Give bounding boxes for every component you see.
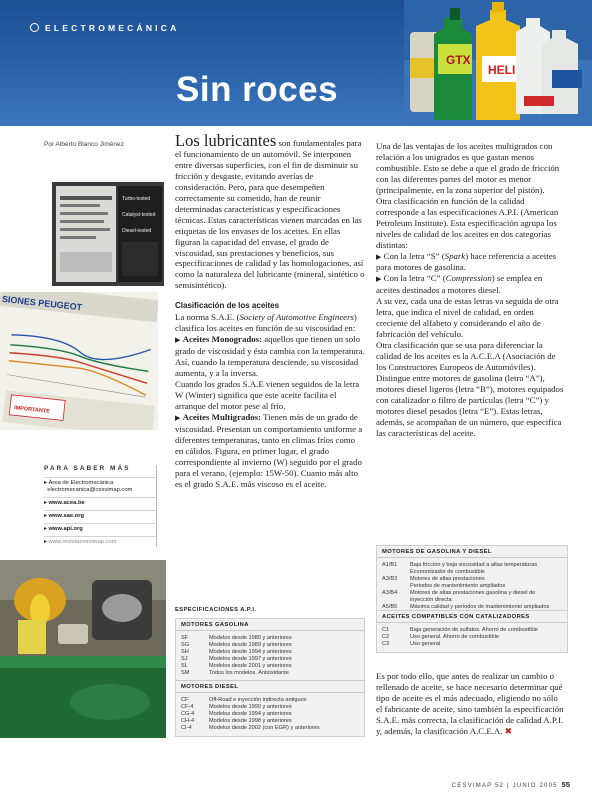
chart-photo-heading: SIONES PEUGEOT (1, 293, 83, 313)
further-reading-item[interactable]: ▸ www.sae.org (44, 510, 156, 523)
desc: Modelos desde 1980 y anteriores (209, 635, 292, 641)
link-label[interactable]: www.acea.be (48, 500, 85, 506)
link-label[interactable]: www.sae.org (48, 513, 85, 519)
desc: Modelos desde 1994 y anteriores (209, 711, 292, 717)
closing-paragraph-block (376, 671, 566, 738)
desc: Modelos desde 1998 y anteriores (209, 718, 292, 724)
bullet-em: Spark (444, 250, 466, 261)
code: SF (181, 635, 189, 641)
code: SM (181, 670, 190, 676)
table-row (176, 663, 364, 670)
link-label: Área de Electromecánica (48, 480, 114, 486)
sae-text-b: ) clasifica los aceites en función de su viscosidad en: (175, 312, 357, 334)
multigrade-advantage-paragraph: Una de las ventajas de los aceites multigrados con relación a los unigrados es que gastan menos combustible. Esto se debe a que el grado de fricción con las diferentes partes del motor es menor (principalmente, en la zona superior del pistón). (376, 141, 560, 195)
sae-name: Society of Automotive Engineers (239, 312, 354, 323)
desc-line-1: Baja fricción y baja viscosidad a altas temperaturas (410, 562, 538, 568)
table-row (377, 590, 567, 604)
bullet-text: Tienen más de un grado de viscosidad. Presentan un comportamiento uniforme a diferentes temperaturas, tanto en climas fríos como en cálidos. Figura, en primer lugar, el grado correspondiente al invierno (W) seguido por el grado para el verano, (ejemplo: 15W-50). Cuanto más alto es el grado S.A.E. más viscoso es el aceite. (175, 411, 363, 489)
table-row (176, 697, 364, 704)
sae-text-a: La norma S.A.E. ( (175, 312, 240, 323)
table-row (176, 725, 364, 732)
winter-paragraph: Cuando los grados S.A.E vienen seguidos de la letra W (Winter) significa que este aceite facilita el arranque del motor pese al frío. (175, 379, 360, 411)
desc (410, 590, 562, 604)
article-column-2 (376, 141, 566, 439)
api-table-box (175, 618, 365, 737)
bullet-text-b: ) se emplea en aceites destinados a motores diesel. (376, 273, 543, 296)
bullet-compression (376, 273, 566, 296)
bullet-label: Aceites Multigrados: (182, 411, 262, 422)
table-row (377, 627, 567, 634)
oil-label-photo (52, 182, 164, 286)
catalyst-table-title: ACEITES COMPATIBLES CON CATALIZADORES (377, 611, 567, 623)
end-mark-icon: ✖ (504, 726, 513, 737)
triangle-bullet-icon: ▶ (376, 252, 382, 261)
engine-oil-photo (0, 560, 166, 738)
lead-word: Los lubricantes (175, 131, 277, 150)
code: A3/B4 (382, 590, 398, 596)
link-email[interactable]: electromecanica@cesvimap.com (47, 487, 133, 493)
desc-line-2: Economizador de combustible (410, 569, 485, 575)
acea-table-title: MOTORES DE GASOLINA Y DIESEL (377, 546, 567, 558)
table-row (377, 641, 567, 648)
desc: Modelos desde 1997 y anteriores (209, 656, 292, 662)
code: A3/B3 (382, 576, 398, 582)
viscosity-chart-photo (0, 292, 158, 430)
further-reading-item[interactable]: ▸ www.api.org (44, 523, 156, 536)
bullet-text: aquellos que tienen un solo grado de viscosidad y ésta cambia con la temperatura. Así, cuando la temperatura desciende, su viscosidad aumenta, y a la inversa. (175, 334, 365, 379)
api-table-title: ESPECIFICACIONES A.P.I. (175, 607, 257, 613)
desc: Off-Road e inyección indirecta antiguos (209, 697, 307, 703)
bullet-text-a: Con la letra “S” ( (383, 250, 445, 261)
further-reading-item[interactable]: ▸ www.revistacesvimap.com (44, 536, 156, 549)
bottle-brand-label-2: HELI (488, 63, 516, 77)
section-name: ELECTROMECÁNICA (45, 23, 180, 33)
oil-bottles-photo (404, 0, 592, 126)
desc: Máxima calidad y periodos de mantenimiento ampliados (410, 604, 550, 610)
code: A1/B1 (382, 562, 398, 568)
page-footer (452, 780, 570, 789)
page-title: Sin roces (176, 70, 339, 109)
bullet-label: Aceites Monogrados: (182, 334, 262, 345)
table-row (176, 649, 364, 656)
desc: Modelos desde 2002 (con EGR) y anteriores (209, 725, 320, 731)
desc: Uso general. Ahorro de combustible (410, 634, 499, 640)
table-row (176, 670, 364, 677)
code: CF (181, 697, 189, 703)
letter-order-paragraph: A su vez, cada una de estas letras va seguida de otra letra, que indica el nivel de calidad, en orden creciente del alfabeto y considerando el año de fabricación del vehículo. (376, 296, 559, 340)
closing-text: Es por todo ello, que antes de realizar un cambio o rellenado de aceite, se hace necesario determinar qué tipo de aceite es el más adecuado, eligiendo no sólo el fabricante de aceite, sino también la especificación S.A.E. más correcta, la clasificación de calidad A.P.I. y, además, la clasificación A.C.E.A. (376, 671, 564, 736)
intro-text: son fundamentales para el funcionamiento de un automóvil. Se interponen entre diversas superficies, con el fin de disminuir su fricción y desgaste, evitando averías de consideración. Pero, para que desempeñen correctamente su cometido, han de reunir determinadas características y especificaciones técnicas. Estas características vienen marcadas en las etiquetas de los envases de los aceites. En ellas figuran la capacidad del envase, el grado de viscosidad, sus prestaciones y beneficios, sus especificaciones de calidad y las homologaciones, así como la naturaleza del lubricante (mineral, sintético o semisintético). (175, 138, 365, 291)
code: C2 (382, 634, 390, 640)
code: CH-4 (181, 718, 195, 724)
issue-label: CESVIMAP 52 | JUNIO 2005 (451, 783, 558, 789)
label-line-2: Catalyst-tested (122, 212, 156, 218)
desc (410, 562, 562, 576)
stamp-text: IMPORTANTE (13, 405, 51, 415)
article-column-1 (175, 131, 365, 490)
bullet-spark (376, 251, 566, 274)
further-reading-title: PARA SABER MÁS (44, 465, 131, 472)
table-row (176, 642, 364, 649)
code: CG-4 (181, 711, 195, 717)
triangle-bullet-icon: ▶ (175, 336, 181, 345)
code: SH (181, 649, 189, 655)
desc: Baja generación de sulfatos. Ahorro de combustible (410, 627, 538, 633)
desc-line-1: Motores de altas prestaciones (410, 576, 485, 582)
code: SJ (181, 656, 188, 662)
label-line-1: Turbo-tested (122, 196, 151, 202)
table-row (176, 656, 364, 663)
desc-line-2: inyección directa (410, 597, 452, 603)
desc: Modelos desde 1990 y anteriores (209, 704, 292, 710)
further-reading-item[interactable]: ▸ www.acea.be (44, 497, 156, 510)
bottle-brand-label: GTX (446, 53, 471, 67)
api-paragraph: Otra clasificación en función de la calidad corresponde a las especificaciones A.P.I. (American Petroleum Institute). Esta especificación agrupa los niveles de calidad de los aceites en dos categorías distintas: (376, 195, 559, 250)
table-row (176, 635, 364, 642)
code: C1 (382, 627, 390, 633)
closing-paragraph (376, 671, 566, 738)
bullet-text-b: ) hace referencia a aceites para motores de gasolina. (376, 250, 557, 273)
section-label (30, 23, 179, 33)
further-reading-box (44, 465, 157, 547)
desc-line-1: Motores de altas prestaciones gasolina y diesel de (410, 590, 536, 596)
table-row (176, 718, 364, 725)
desc: Modelos desde 1989 y anteriores (209, 642, 292, 648)
triangle-bullet-icon: ▶ (376, 275, 382, 284)
bullet-em: Compression (445, 273, 492, 284)
catalyst-table (376, 610, 568, 653)
desc: Todos los modelos. Antioxidante (209, 670, 289, 676)
desc: Modelos desde 1994 y anteriores (209, 649, 292, 655)
table-row (377, 562, 567, 576)
triangle-bullet-icon: ▶ (175, 413, 181, 422)
desc: Uso general (410, 641, 441, 647)
code: C3 (382, 641, 390, 647)
link-label[interactable]: www.api.org (48, 526, 83, 532)
desc: Modelos desde 2001 y anteriores (209, 663, 292, 669)
bullet-text-a: Con la letra “C” ( (383, 273, 446, 284)
diesel-engines-heading: MOTORES DIESEL (176, 680, 364, 693)
table-row (377, 634, 567, 641)
bullet-multigrados (175, 412, 365, 490)
acea-table (376, 545, 568, 616)
bullet-monogrados (175, 334, 365, 379)
api-specs-table (175, 604, 365, 737)
desc (410, 576, 562, 590)
acea-paragraph: Otra clasificación que se usa para diferenciar la calidad de los aceites es la A.C.E.A (Asociación de los Constructores Europeos de Automóviles). Distingue entre motores de gasolina (letra “A”), motores diesel ligeros (letra “B”), motores equipados con catalizador o filtro de partículas (letra “C”) y motores diesel pesados (letra “E”). Estas letras, además, se acompañan de un número, que especifica las características del aceite. (376, 340, 564, 438)
desc-line-2: Periodos de mantenimiento ampliados (410, 583, 506, 589)
code: SL (181, 663, 188, 669)
intro-paragraph (175, 131, 365, 291)
sae-paragraph (175, 312, 365, 334)
code: SG (181, 642, 190, 648)
table-row (176, 704, 364, 711)
table-row (176, 711, 364, 718)
gasoline-engines-heading: MOTORES GASOLINA (176, 619, 364, 631)
code: A5/B5 (382, 604, 398, 610)
table-row (377, 576, 567, 590)
circle-icon (30, 23, 39, 32)
code: CF-4 (181, 704, 194, 710)
code: CI-4 (181, 725, 192, 731)
further-reading-item[interactable]: ▸ Área de Electromecánica electromecanica@cesvimap.com (44, 477, 156, 497)
link-label[interactable]: www.revistacesvimap.com (48, 539, 117, 545)
byline: Por Alberto Blanco Jiménez (44, 141, 124, 148)
label-line-3: Diesel-tested (122, 228, 152, 234)
subheading-classification: Clasificación de los aceites (175, 301, 280, 311)
page-number: 55 (561, 780, 570, 789)
